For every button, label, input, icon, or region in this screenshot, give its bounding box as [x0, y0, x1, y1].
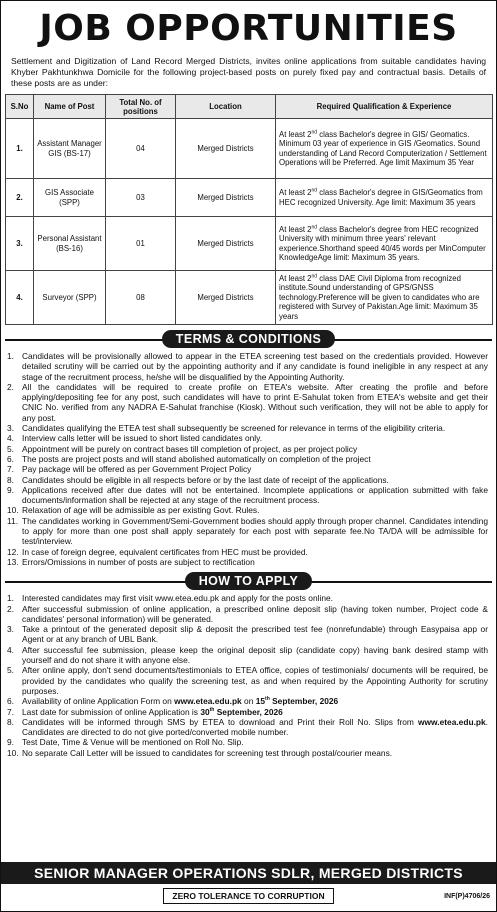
cell-positions: 03 — [106, 179, 176, 217]
list-item — [5, 624, 492, 645]
cell-sno: 3. — [6, 217, 34, 271]
item-text: All the candidates will be required to create profile on ETEA's website. After creating the profile and before applying/depositing fee for any post, such candidates will have to print E-Sahulat token from ETEA's website and get their CNIC No. verified from any NADRA E-Sahulat franchise (Kiosk). Without such verification, they will not be able to apply for any post. — [22, 381, 488, 423]
list-item — [5, 557, 492, 567]
col-header-post: Name of Post — [34, 95, 106, 119]
item-number: 9. — [7, 484, 14, 495]
list-item — [5, 748, 492, 758]
list-item — [5, 382, 492, 423]
cell-location: Merged Districts — [176, 217, 276, 271]
cell-qualification — [276, 179, 493, 217]
qual-text: class Bachelor's degree in GIS/Geomatics from HEC recognized University. Age limit: Maximum 35 years — [279, 188, 483, 207]
cell-qualification — [276, 119, 493, 179]
item-text-part: Candidates will be informed through SMS by ETEA to download and Print their Roll No. Slips from — [22, 716, 419, 727]
footer-sub — [1, 886, 496, 906]
item-text: Applications received after due dates will not be entertained. Incomplete applications or application submitted with fake documents/information shall be rejected at any stage of the recruitment process. — [22, 484, 488, 506]
item-number: 1. — [7, 351, 14, 361]
table-row — [6, 271, 493, 325]
qual-text: class DAE Civil Diploma from recognized institute.Sound understanding of GPS/GNSS technology.Preference will be given to candidates who are registered with Survey of Pakistan.Age limit: Maximum 35 years — [279, 273, 480, 321]
list-item — [5, 547, 492, 557]
list-item — [5, 717, 492, 738]
item-number: 6. — [7, 453, 14, 464]
item-text: After online apply, don't send documents/testimonials to ETEA office, copies of testimonials/ documents will be required, be provided by the candidates who qualify the screening test, as and when required by the Appointing Authority for scrutiny purposes. — [22, 665, 488, 696]
item-text: Errors/Omissions in number of posts are subject to rectification — [22, 556, 255, 567]
item-number: 3. — [7, 624, 14, 635]
item-text: Pay package will be offered as per Government Project Policy — [22, 464, 252, 475]
table-row — [6, 217, 493, 271]
item-text: Candidates qualifying the ETEA test shall subsequently be screened for relevance in terms of the eligibility criteria. — [22, 423, 446, 434]
cell-positions: 01 — [106, 217, 176, 271]
cell-location: Merged Districts — [176, 179, 276, 217]
footer-org-bar — [1, 862, 496, 884]
col-header-location: Location — [176, 95, 276, 119]
list-item — [5, 665, 492, 696]
item-number: 6. — [7, 696, 14, 707]
item-number: 10. — [7, 505, 19, 516]
cell-qualification — [276, 271, 493, 325]
date-sup: th — [265, 696, 270, 703]
list-item — [5, 645, 492, 666]
item-number: 11. — [7, 515, 19, 526]
item-number: 1. — [7, 593, 14, 604]
terms-heading: TERMS & CONDITIONS — [162, 330, 335, 348]
table-header-row — [6, 95, 493, 119]
item-text: No separate Call Letter will be issued to candidates for screening test through postal/courier means. — [22, 747, 393, 758]
terms-heading-bar — [5, 329, 492, 349]
list-item — [5, 604, 492, 625]
item-text — [22, 696, 492, 706]
list-item — [5, 351, 492, 382]
terms-list — [5, 351, 492, 567]
item-text: Test Date, Time & Venue will be mentioned on Roll No. Slip. — [22, 737, 244, 748]
item-number: 10. — [7, 747, 19, 758]
item-text: Candidates should be eligible in all respects before or by the last date of receipt of the applications. — [22, 474, 389, 485]
item-text: Candidates will be provisionally allowed to appear in the ETEA screening test based on the credentials provided. However detailed scrutiny will be carried out by the appointing authority and if any candidate is found ineligible in any respect at any stage of the recruitment process, he/she will be disqualified by the Appointing Authority. — [22, 351, 488, 382]
qual-sup: nd — [311, 129, 318, 136]
item-text: Interview calls letter will be issued to short listed candidates only. — [22, 433, 263, 444]
item-number: 2. — [7, 603, 14, 614]
cell-location: Merged Districts — [176, 119, 276, 179]
item-number: 2. — [7, 381, 14, 392]
item-number: 13. — [7, 556, 19, 567]
item-text: The candidates working in Government/Semi-Government bodies should apply through proper channel. Candidates intending to apply for more than one post shall apply separately for each post with separate fee.No TA/DA will be admissible for test/interview. — [22, 515, 488, 547]
item-text: The posts are project posts and will stand abolished automatically on completion of the project — [22, 453, 371, 464]
qual-prefix: At least 2 — [279, 273, 312, 283]
col-header-sno: S.No — [6, 95, 34, 119]
item-text — [22, 717, 492, 738]
item-text: After successful submission of online application, a prescribed online deposit slip (having token number, Project code & candidates' personal information) will be generated. — [22, 603, 488, 624]
cell-post: Assistant Manager GIS (BS-17) — [34, 119, 106, 179]
apply-heading: HOW TO APPLY — [185, 572, 313, 590]
slogan-badge: ZERO TOLERANCE TO CORRUPTION — [163, 888, 333, 904]
item-text: After successful fee submission, please keep the original deposit slip (candidate copy) having bank desired stamp with yourself and do not share it with anyone else. — [22, 644, 488, 666]
etea-link[interactable]: www.etea.edu.pk — [174, 696, 242, 707]
item-text-part: Availability of online Application Form on — [22, 696, 175, 707]
posts-table — [5, 94, 493, 325]
list-item — [5, 454, 492, 464]
qual-prefix: At least 2 — [279, 188, 312, 198]
cell-post: Surveyor (SPP) — [34, 271, 106, 325]
item-text: Appointment will be purely on contract bases till completion of project, as per project policy — [22, 443, 358, 454]
date-day: 30 — [200, 706, 210, 717]
page-title: JOB OPPORTUNITIES — [39, 8, 458, 49]
date-rest: September, 2026 — [214, 706, 283, 717]
list-item — [5, 696, 492, 706]
item-number: 4. — [7, 433, 14, 444]
qual-sup: nd — [311, 273, 318, 280]
item-number: 3. — [7, 423, 14, 434]
list-item — [5, 737, 492, 747]
apply-list — [5, 593, 492, 758]
item-number: 7. — [7, 706, 14, 717]
footer-org: SENIOR MANAGER OPERATIONS SDLR, MERGED DISTRICTS — [34, 865, 463, 881]
apply-heading-bar — [5, 571, 492, 591]
item-text: Relaxation of age will be admissible as per existing Govt. Rules. — [22, 505, 260, 516]
qual-sup: nd — [311, 187, 318, 194]
date-sup: th — [209, 706, 215, 713]
item-number: 5. — [7, 443, 14, 454]
item-text: Interested candidates may first visit www.etea.edu.pk and apply for the posts online. — [22, 593, 333, 604]
item-number: 12. — [7, 546, 19, 557]
item-number: 8. — [7, 716, 14, 727]
cell-post: GIS Associate (SPP) — [34, 179, 106, 217]
list-item — [5, 475, 492, 485]
item-number: 7. — [7, 464, 14, 475]
list-item — [5, 516, 492, 547]
qual-prefix: At least 2 — [279, 224, 312, 234]
item-number: 8. — [7, 474, 14, 485]
qual-text: class Bachelor's degree from HEC recognized University with minimum three years' relevant experience.Shorthand speed 40/45 words per MinComputer KnowledgeAge limit: Maximum 35 years. — [279, 224, 486, 262]
qual-text: class Bachelor's degree in GIS/ Geomatics. Minimum 03 year of experience in GIS /Geomatics. Sound understanding of Land Record Computerization / Settlement Operations will be Preferred. Age limit Maximum 35 Year — [279, 129, 487, 167]
title-bar — [5, 4, 492, 54]
item-number: 9. — [7, 737, 14, 748]
etea-link[interactable]: www.etea.edu.pk — [418, 716, 486, 727]
list-item — [5, 505, 492, 515]
list-item — [5, 464, 492, 474]
qual-prefix: At least 2 — [279, 129, 312, 139]
cell-positions: 04 — [106, 119, 176, 179]
table-row — [6, 119, 493, 179]
qual-sup: nd — [311, 224, 318, 231]
cell-positions: 08 — [106, 271, 176, 325]
cell-post: Personal Assistant (BS-16) — [34, 217, 106, 271]
item-text: Take a printout of the generated deposit slip & deposit the prescribed test fee (nonrefundable) through Easypaisa app or Agent or at any branch of UBL Bank. — [22, 624, 488, 645]
list-item — [5, 444, 492, 454]
list-item — [5, 707, 492, 717]
list-item — [5, 423, 492, 433]
item-text: In case of foreign degree, equivalent certificates from HEC must be provided. — [22, 546, 308, 557]
item-text-part: . Candidates are directed to do not give ported/converted mobile number. — [22, 716, 488, 738]
col-header-qualification: Required Qualification & Experience — [276, 95, 493, 119]
cell-qualification — [276, 217, 493, 271]
ad-code: INF(P)4706/26 — [444, 892, 490, 900]
table-row — [6, 179, 493, 217]
list-item — [5, 485, 492, 506]
item-text-part: Last date for submission of online Application is — [22, 706, 201, 717]
list-item — [5, 433, 492, 443]
item-text-part: on — [241, 696, 256, 707]
intro-paragraph: Settlement and Digitization of Land Record Merged Districts, invites online applications from suitable candidates having Khyber Pakhtunkhwa Domicile for the following project-based posts on purely fixed pay and contractual basis. Details of these posts are as under: — [11, 56, 486, 88]
cell-location: Merged Districts — [176, 271, 276, 325]
item-text — [22, 707, 492, 717]
date-day: 15 — [255, 696, 266, 707]
cell-sno: 2. — [6, 179, 34, 217]
item-number: 4. — [7, 644, 14, 655]
list-item — [5, 593, 492, 603]
cell-sno: 1. — [6, 119, 34, 179]
item-number: 5. — [7, 665, 14, 676]
date-rest: September, 2026 — [269, 696, 339, 707]
cell-sno: 4. — [6, 271, 34, 325]
col-header-positions: Total No. of positions — [106, 95, 176, 119]
